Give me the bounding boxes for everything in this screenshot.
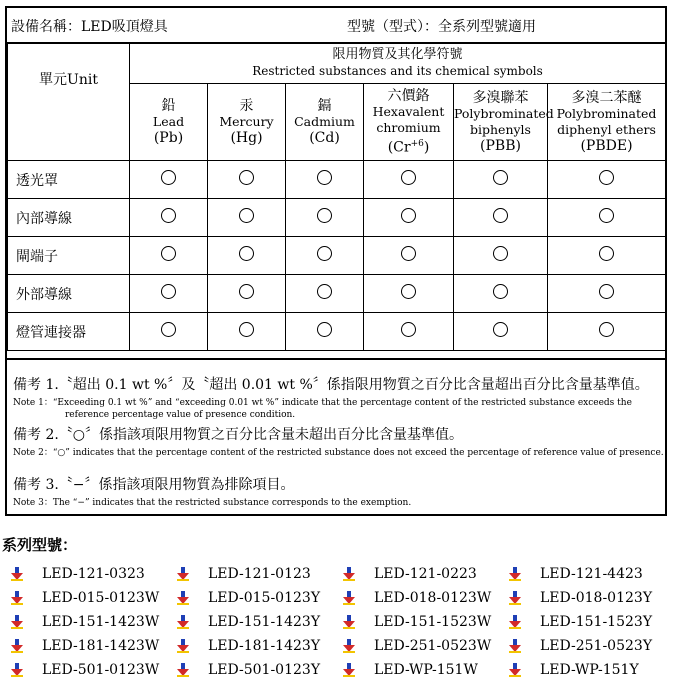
substance-header-lead xyxy=(130,84,208,161)
compliance-cell xyxy=(364,199,454,237)
declaration-header xyxy=(7,8,665,44)
compliance-cell xyxy=(454,237,548,275)
model-number: LED-151-1523Y xyxy=(540,614,653,630)
model-number: LED-WP-151W xyxy=(374,662,478,678)
substance-en: Polybrominated diphenyl ethers xyxy=(556,106,657,137)
substance-zh: 六價鉻 xyxy=(387,88,430,105)
substance-symbol: (Pb) xyxy=(153,130,184,146)
table-row xyxy=(8,161,666,199)
compliance-cell xyxy=(548,275,666,313)
model-number: LED-121-0223 xyxy=(374,566,477,582)
circle-mark-icon xyxy=(493,246,508,261)
substance-symbol: (PBDE) xyxy=(580,138,633,154)
compliance-cell xyxy=(208,313,286,351)
arrow-down-bullet-icon xyxy=(342,615,356,629)
circle-mark-icon xyxy=(317,170,332,185)
compliance-cell xyxy=(286,237,364,275)
arrow-down-bullet-icon xyxy=(508,591,522,605)
model-number: LED-WP-151Y xyxy=(540,662,639,678)
compliance-cell xyxy=(548,237,666,275)
model-number: LED-501-0123Y xyxy=(208,662,321,678)
compliance-cell xyxy=(364,237,454,275)
circle-mark-icon xyxy=(493,208,508,223)
arrow-down-bullet-icon xyxy=(10,591,24,605)
note3-zh: 備考 3.〝−〞係指該項限用物質為排除項目。 xyxy=(13,477,295,493)
circle-mark-icon xyxy=(317,246,332,261)
substance-symbol: (Hg) xyxy=(230,130,263,146)
arrow-down-bullet-icon xyxy=(342,663,356,677)
substance-en: Lead xyxy=(152,114,185,129)
compliance-cell xyxy=(548,161,666,199)
substance-symbol: (PBB) xyxy=(480,138,521,154)
compliance-cell xyxy=(130,237,208,275)
compliance-cell xyxy=(286,275,364,313)
circle-mark-icon xyxy=(493,322,508,337)
compliance-cell xyxy=(130,313,208,351)
component-label: 燈管連接器 xyxy=(8,313,130,351)
compliance-cell xyxy=(548,313,666,351)
arrow-down-bullet-icon xyxy=(342,591,356,605)
substance-symbol: $(Cr^{+6})$ xyxy=(387,139,430,156)
compliance-cell xyxy=(208,161,286,199)
model-number: LED-121-0323 xyxy=(42,566,145,582)
compliance-cell xyxy=(364,313,454,351)
circle-mark-icon xyxy=(317,322,332,337)
model-number: LED-181-1423Y xyxy=(208,638,321,654)
restricted-title-en: Restricted substances and its chemical symbols xyxy=(252,64,543,78)
arrow-down-bullet-icon xyxy=(342,567,356,581)
model-number: LED-015-0123Y xyxy=(208,590,321,606)
arrow-down-bullet-icon xyxy=(10,639,24,653)
component-label: 外部導線 xyxy=(8,275,130,313)
model-number: LED-151-1423W xyxy=(42,614,160,630)
model-number: LED-501-0123W xyxy=(42,662,160,678)
model-type: 型號（型式）：全系列型號適用 xyxy=(347,19,536,35)
compliance-cell xyxy=(130,199,208,237)
table-row xyxy=(8,313,666,351)
component-label: 閘端子 xyxy=(8,237,130,275)
circle-mark-icon xyxy=(599,208,614,223)
substance-header-mercury xyxy=(208,84,286,161)
circle-mark-icon xyxy=(599,170,614,185)
arrow-down-bullet-icon xyxy=(10,567,24,581)
circle-mark-icon xyxy=(239,208,254,223)
model-number: LED-151-1523W xyxy=(374,614,492,630)
model-number: LED-181-1423W xyxy=(42,638,160,654)
circle-mark-icon xyxy=(161,170,176,185)
compliance-cell xyxy=(548,199,666,237)
circle-mark-icon xyxy=(401,170,416,185)
model-number: LED-018-0123W xyxy=(374,590,492,606)
circle-mark-icon xyxy=(599,322,614,337)
substance-header-cadmium xyxy=(286,84,364,161)
model-number: LED-251-0523Y xyxy=(540,638,653,654)
circle-mark-icon xyxy=(317,208,332,223)
note2-zh: 備考 2.〝○〞係指該項限用物質之百分比含量未超出百分比含量基準值。 xyxy=(13,427,464,443)
table-row xyxy=(8,275,666,313)
substance-en: Mercury xyxy=(219,114,274,129)
note1-en-cont: reference percentage value of presence condition. xyxy=(65,410,296,420)
circle-mark-icon xyxy=(401,208,416,223)
note2-en: Note 2：“○” indicates that the percentage content of the restricted substance does not exceed the percentage of reference value of presence. xyxy=(13,448,664,458)
substance-zh: 鎘 xyxy=(317,98,332,114)
arrow-down-bullet-icon xyxy=(176,639,190,653)
circle-mark-icon xyxy=(161,208,176,223)
arrow-down-bullet-icon xyxy=(508,663,522,677)
compliance-cell xyxy=(454,161,548,199)
substance-table xyxy=(7,42,666,351)
arrow-down-bullet-icon xyxy=(10,663,24,677)
equipment-name: 設備名稱：LED吸頂燈具 xyxy=(11,19,168,35)
circle-mark-icon xyxy=(401,246,416,261)
restricted-title-zh: 限用物質及其化學符號 xyxy=(332,47,463,62)
circle-mark-icon xyxy=(493,170,508,185)
model-number: LED-251-0523W xyxy=(374,638,492,654)
arrow-down-bullet-icon xyxy=(508,615,522,629)
note1-zh: 備考 1.〝超出 0.1 wt %〞及〝超出 0.01 wt %〞係指限用物質之百分比含量超出百分比含量基準值。 xyxy=(13,377,649,393)
circle-mark-icon xyxy=(317,284,332,299)
circle-mark-icon xyxy=(239,246,254,261)
circle-mark-icon xyxy=(493,284,508,299)
substance-zh: 多溴二苯醚 xyxy=(571,90,642,106)
arrow-down-bullet-icon xyxy=(508,639,522,653)
compliance-cell xyxy=(130,275,208,313)
circle-mark-icon xyxy=(599,246,614,261)
circle-mark-icon xyxy=(161,284,176,299)
compliance-cell xyxy=(130,161,208,199)
compliance-cell xyxy=(208,275,286,313)
substance-zh: 汞 xyxy=(239,98,254,114)
compliance-cell xyxy=(454,275,548,313)
compliance-cell xyxy=(364,275,454,313)
component-label: 內部導線 xyxy=(8,199,130,237)
substance-header-chromium xyxy=(364,84,454,161)
note3-en: Note 3：The “−” indicates that the restricted substance corresponds to the exemption. xyxy=(13,498,412,508)
table-row xyxy=(8,237,666,275)
model-number: LED-015-0123W xyxy=(42,590,160,606)
component-label: 透光罩 xyxy=(8,161,130,199)
compliance-cell xyxy=(286,313,364,351)
circle-mark-icon xyxy=(239,170,254,185)
substance-zh: 鉛 xyxy=(161,98,176,114)
substance-symbol: (Cd) xyxy=(309,130,340,146)
circle-mark-icon xyxy=(401,284,416,299)
notes-section xyxy=(7,358,665,508)
model-number: LED-151-1423Y xyxy=(208,614,321,630)
arrow-down-bullet-icon xyxy=(10,615,24,629)
compliance-cell xyxy=(364,161,454,199)
rohs-declaration-table xyxy=(5,6,667,516)
arrow-down-bullet-icon xyxy=(342,639,356,653)
compliance-cell xyxy=(286,199,364,237)
substance-zh: 多溴聯苯 xyxy=(472,90,529,106)
restricted-substances-header xyxy=(130,43,666,84)
compliance-cell xyxy=(286,161,364,199)
series-title: 系列型號： xyxy=(2,536,78,554)
arrow-down-bullet-icon xyxy=(508,567,522,581)
circle-mark-icon xyxy=(239,322,254,337)
note1-en: Note 1：“Exceeding 0.1 wt %” and “exceeding 0.01 wt %” indicate that the percentage content of the restricted substance exceeds the xyxy=(13,398,632,408)
model-number: LED-018-0123Y xyxy=(540,590,653,606)
substance-en: Cadmium xyxy=(294,114,355,129)
circle-mark-icon xyxy=(161,322,176,337)
model-number: LED-121-4423 xyxy=(540,566,643,582)
substance-header-pbb xyxy=(454,84,554,161)
model-number: LED-121-0123 xyxy=(208,566,311,582)
compliance-cell xyxy=(454,199,548,237)
arrow-down-bullet-icon xyxy=(176,663,190,677)
arrow-down-bullet-icon xyxy=(176,591,190,605)
substance-en: Polybrominated biphenyls xyxy=(454,106,554,137)
compliance-cell xyxy=(454,313,548,351)
unit-header: 單元Unit xyxy=(8,43,130,161)
compliance-cell xyxy=(208,237,286,275)
compliance-cell xyxy=(208,199,286,237)
circle-mark-icon xyxy=(599,284,614,299)
table-row xyxy=(8,199,666,237)
circle-mark-icon xyxy=(401,322,416,337)
arrow-down-bullet-icon xyxy=(176,615,190,629)
substance-header-pbde xyxy=(548,84,666,161)
substance-en: Hexavalent chromium xyxy=(372,104,445,136)
arrow-down-bullet-icon xyxy=(176,567,190,581)
circle-mark-icon xyxy=(239,284,254,299)
circle-mark-icon xyxy=(161,246,176,261)
